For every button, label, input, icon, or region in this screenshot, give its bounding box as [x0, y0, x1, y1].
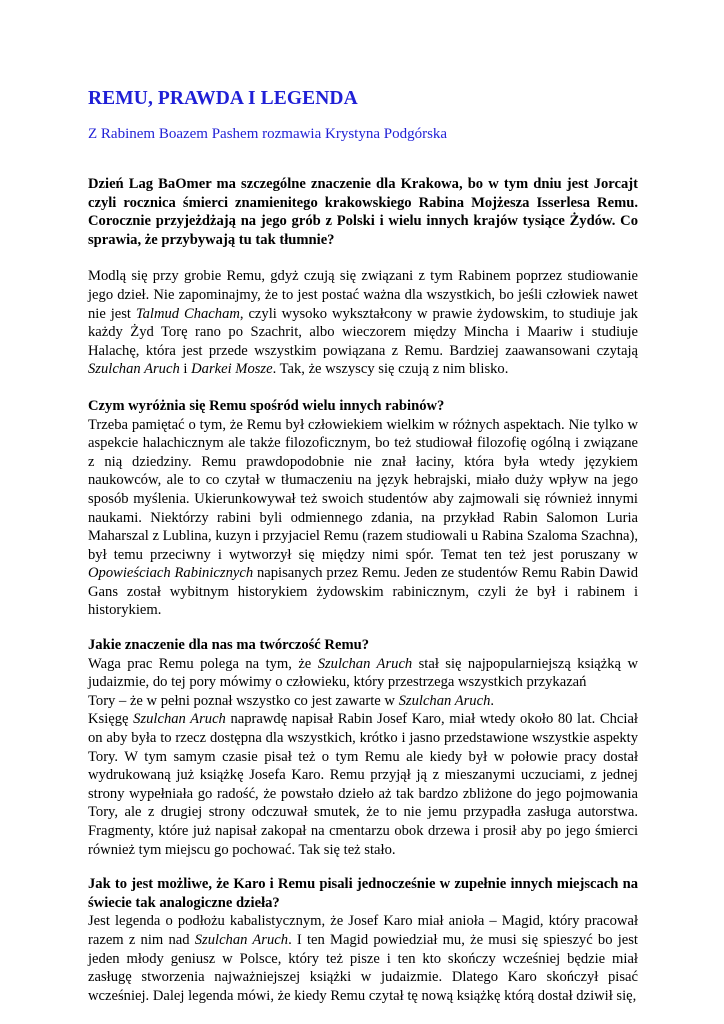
question-4: Jak to jest możliwe, że Karo i Remu pisali jednocześnie w zupełnie innych miejscach na świecie tak analogiczne dzieła?: [88, 876, 638, 911]
answer-3-line-1: Waga prac Remu polega na tym, że Szulchan Aruch stał się najpopularniejszą książką w judaizmie, do tej pory mówimy o człowieku, który przestrzega wszystkich przykazań: [88, 655, 638, 691]
question-3: Jakie znaczenie dla nas ma twórczość Remu?: [88, 637, 370, 654]
answer-1: Modlą się przy grobie Remu, gdyż czują się związani z tym Rabinem poprzez studiowanie jego dzieł. Nie zapominajmy, że to jest postać ważna dla wszystkich, bo jeśli człowiek nawet nie jest Talmud Chacham, czyli wysoko wykształcony w prawie żydowskim, to studiuje jak każdy Żyd Torę rano po Szachrit, albo wieczorem między Mincha i Maariw i studiuje Halachę, która jest przede wszystkim powiązana z Remu. Bardziej zaawansowani czytają Szulchan Aruch i Darkei Mosze. Tak, że wszyscy się czują z nim blisko.: [88, 268, 638, 378]
lead-question: Dzień Lag BaOmer ma szczególne znaczenie dla Krakowa, bo w tym dniu jest Jorcajt czyli rocznica śmierci znamienitego krakowskiego Rabina Mojżesza Isserlesa Remu. Corocznie przyjeżdżają na jego grób z Polski i wielu innych krajów tysiące Żydów. Co sprawia, że przybywają tu tak tłumnie?: [88, 176, 638, 248]
article-body: [88, 175, 638, 1005]
answer-3-line-2: Tory – że w pełni poznał wszystko co jest zawarte w Szulchan Aruch.: [88, 692, 495, 709]
answer-2: Trzeba pamiętać o tym, że Remu był człowiekiem wielkim w różnych aspektach. Nie tylko w aspekcie halachicznym ale także filozoficznym, bo też studiował filozofię ogólną i związane z nią dziedziny. Remu prawdopodobnie nie znał łaciny, która była wtedy językiem naukowców, ale to co czytał w tłumaczeniu na język hebrajski, miało duży wpływ na jego sposób myślenia. Ukierunkowywał też swoich studentów aby zajmowali się również innymi naukami. Niektórzy rabini byli odmiennego zdania, na przykład Rabin Salomon Luria Maharszal z Lublina, kuzyn i przyjaciel Remu (razem studiowali u Rabina Szaloma Szachna), był temu przeciwny i wytworzył się między nimi spór. Temat ten też jest poruszany w Opowieściach Rabinicznych napisanych przez Remu. Jeden ze studentów Remu Rabin Dawid Gans został wybitnym historykiem żydowskim rabinicznym, czyli że był i rabinem i historykiem.: [88, 416, 639, 619]
answer-3-line-3: Księgę Szulchan Aruch naprawdę napisał Rabin Josef Karo, miał wtedy około 80 lat. Chciał on aby była to rzecz dostępna dla wszystkich, krótko i jasno przedstawione wszystkie aspekty Tory. W tym samym czasie pisał też o tym Remu ale kiedy był w połowie pracy dostał wydrukowaną już książkę Josefa Karo. Remu przyjął ją z mieszanymi uczuciami, z jednej strony wypełniała go radość, że powstało dzieło aż tak bardzo zbliżone do jego pojmowania Tory, ale z drugiej strony odczuwał smutek, że to nie jemu przypadła zasługa autorstwa. Fragmenty, które już napisał zakopał na cmentarzu obok drzewa i prosił aby po jego śmierci również tym miejscu go pochować. Tak się też stało.: [88, 711, 638, 858]
document-subtitle: Z Rabinem Boazem Pashem rozmawia Krystyna Podgórska: [88, 126, 448, 142]
question-2: Czym wyróżnia się Remu spośród wielu innych rabinów?: [88, 397, 445, 414]
answer-4: Jest legenda o podłożu kabalistycznym, że Josef Karo miał anioła – Magid, który pracował razem z nim nad Szulchan Aruch. I ten Magid powiedział mu, że musi się spieszyć bo jest jeden młody geniusz w Polsce, który też pisze i ten kto skończy wcześniej będzie miał zasługę stworzenia najważniejszej książki w judaizmie. Dlatego Karo skończył pisać wcześniej. Dalej legenda mówi, że kiedy Remu czytał tę nową książkę którą dostał dziwił się,: [88, 913, 638, 1004]
document-title: REMU, PRAWDA I LEGENDA: [88, 88, 358, 109]
